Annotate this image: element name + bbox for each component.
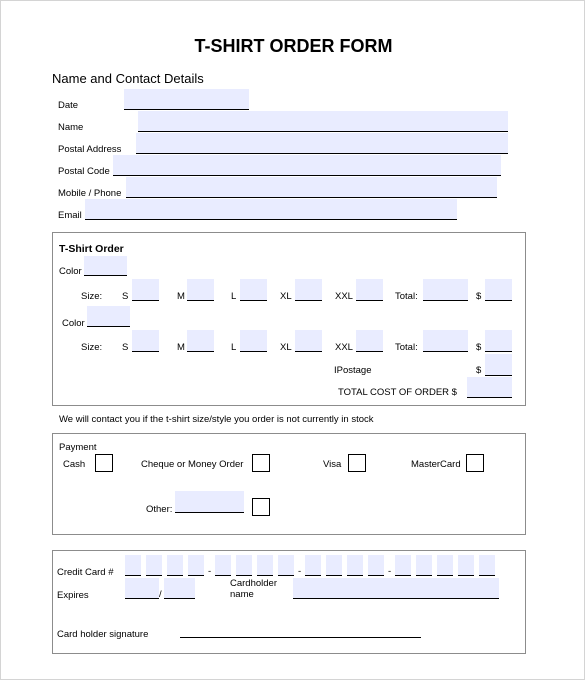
- email-line: [85, 219, 457, 220]
- card-digit-9-line: [305, 575, 321, 576]
- size-2-xl-label: XL: [280, 342, 292, 353]
- size-1-xxl-label: XXL: [335, 291, 353, 302]
- size-1-label: Size:: [81, 291, 103, 302]
- postal-address-field[interactable]: [136, 133, 508, 154]
- mobile-phone-label: Mobile / Phone: [58, 188, 122, 199]
- color-2-label: Color: [62, 318, 85, 329]
- card-digit-1[interactable]: [125, 555, 141, 576]
- signature-line[interactable]: [180, 637, 421, 638]
- qty-1-l-line: [240, 300, 267, 301]
- card-digit-5[interactable]: [215, 555, 231, 576]
- card-digit-10-line: [326, 575, 342, 576]
- mastercard-checkbox[interactable]: [466, 454, 484, 472]
- amount-1-line: [485, 300, 512, 301]
- total-cost-line: [467, 397, 512, 398]
- total-cost-label: TOTAL COST OF ORDER $: [338, 387, 457, 398]
- stock-note: We will contact you if the t-shirt size/style you order is not currently in stock: [59, 414, 374, 425]
- qty-2-s-field[interactable]: [132, 330, 159, 352]
- card-digit-8[interactable]: [278, 555, 294, 576]
- other-line: [175, 512, 244, 513]
- size-1-l-label: L: [231, 291, 237, 302]
- qty-1-m-field[interactable]: [187, 279, 214, 301]
- amount-2-line: [485, 351, 512, 352]
- amount-2-field[interactable]: [485, 330, 512, 352]
- total-1-line: [423, 300, 468, 301]
- card-digit-16-line: [458, 575, 474, 576]
- total-1-field[interactable]: [423, 279, 468, 301]
- card-digit-13[interactable]: [395, 555, 411, 576]
- card-digit-4-line: [188, 575, 204, 576]
- qty-1-xl-field[interactable]: [295, 279, 322, 301]
- total-cost-field[interactable]: [467, 377, 512, 398]
- size-1-m-label: M: [177, 291, 185, 302]
- color-2-line: [87, 326, 130, 327]
- qty-2-xxl-field[interactable]: [356, 330, 383, 352]
- card-dash-1: -: [208, 566, 212, 577]
- qty-1-m-line: [187, 300, 214, 301]
- card-dash-3: -: [388, 566, 392, 577]
- card-digit-15-line: [437, 575, 453, 576]
- qty-1-l-field[interactable]: [240, 279, 267, 301]
- name-label: Name: [58, 122, 84, 133]
- card-digit-10[interactable]: [326, 555, 342, 576]
- size-2-m-label: M: [177, 342, 185, 353]
- dollar-1-label: $: [476, 291, 482, 302]
- card-digit-7[interactable]: [257, 555, 273, 576]
- card-digit-3-line: [167, 575, 183, 576]
- total-2-label: Total:: [395, 342, 418, 353]
- total-2-field[interactable]: [423, 330, 468, 352]
- visa-label: Visa: [323, 459, 342, 470]
- card-digit-16[interactable]: [458, 555, 474, 576]
- signature-label: Card holder signature: [57, 629, 149, 640]
- qty-2-m-line: [187, 351, 214, 352]
- email-field[interactable]: [85, 199, 457, 220]
- form-title: T-SHIRT ORDER FORM: [194, 36, 393, 56]
- card-digit-2-line: [146, 575, 162, 576]
- other-label: Other:: [146, 504, 173, 515]
- qty-2-xxl-line: [356, 351, 383, 352]
- total-1-label: Total:: [395, 291, 418, 302]
- total-2-line: [423, 351, 468, 352]
- postal-address-line: [136, 153, 508, 154]
- card-digit-15[interactable]: [437, 555, 453, 576]
- qty-2-l-line: [240, 351, 267, 352]
- card-digit-6[interactable]: [236, 555, 252, 576]
- cardholder-name-label-2: name: [230, 589, 254, 600]
- cardholder-name-line: [293, 598, 499, 599]
- postage-dollar-label: $: [476, 365, 482, 376]
- color-1-field[interactable]: [84, 256, 127, 276]
- card-digit-17[interactable]: [479, 555, 495, 576]
- size-2-l-label: L: [231, 342, 237, 353]
- color-1-label: Color: [59, 266, 82, 277]
- qty-2-s-line: [132, 351, 159, 352]
- card-digit-9[interactable]: [305, 555, 321, 576]
- card-digit-11-line: [347, 575, 363, 576]
- postage-field[interactable]: [485, 354, 512, 376]
- color-2-field[interactable]: [87, 306, 130, 327]
- payment-heading: Payment: [59, 442, 97, 453]
- card-digit-11[interactable]: [347, 555, 363, 576]
- card-digit-12[interactable]: [368, 555, 384, 576]
- mobile-phone-field[interactable]: [126, 177, 497, 198]
- other-field[interactable]: [175, 491, 244, 513]
- qty-1-s-field[interactable]: [132, 279, 159, 301]
- expires-slash: /: [159, 589, 162, 600]
- card-dash-2: -: [298, 566, 302, 577]
- order-heading: T-Shirt Order: [59, 243, 124, 255]
- card-digit-14-line: [416, 575, 432, 576]
- qty-1-xxl-field[interactable]: [356, 279, 383, 301]
- cardholder-name-label-1: Cardholder: [230, 578, 277, 589]
- qty-2-xl-line: [295, 351, 322, 352]
- qty-1-xxl-line: [356, 300, 383, 301]
- color-1-line: [84, 275, 127, 276]
- dollar-2-label: $: [476, 342, 482, 353]
- card-digit-3[interactable]: [167, 555, 183, 576]
- cardholder-name-field[interactable]: [293, 578, 499, 599]
- cheque-label: Cheque or Money Order: [141, 459, 244, 470]
- expires-month-field[interactable]: [125, 578, 159, 599]
- date-line: [124, 109, 249, 110]
- name-line: [138, 131, 508, 132]
- email-label: Email: [58, 210, 82, 221]
- card-digit-6-line: [236, 575, 252, 576]
- amount-1-field[interactable]: [485, 279, 512, 301]
- postal-code-line: [113, 175, 501, 176]
- card-digit-14[interactable]: [416, 555, 432, 576]
- qty-2-xl-field[interactable]: [295, 330, 322, 352]
- size-2-s-label: S: [122, 342, 129, 353]
- mobile-phone-line: [126, 197, 497, 198]
- qty-1-xl-line: [295, 300, 322, 301]
- size-2-label: Size:: [81, 342, 103, 353]
- postage-line: [485, 375, 512, 376]
- postal-code-label: Postal Code: [58, 166, 110, 177]
- mastercard-label: MasterCard: [411, 459, 461, 470]
- name-field[interactable]: [138, 111, 508, 132]
- postal-address-label: Postal Address: [58, 144, 122, 155]
- cash-checkbox[interactable]: [95, 454, 113, 472]
- card-digit-12-line: [368, 575, 384, 576]
- cash-label: Cash: [63, 459, 86, 470]
- card-digit-17-line: [479, 575, 495, 576]
- date-field[interactable]: [124, 89, 249, 110]
- expires-year-field[interactable]: [164, 578, 195, 599]
- qty-2-m-field[interactable]: [187, 330, 214, 352]
- expires-month-line: [125, 598, 159, 599]
- postal-code-field[interactable]: [113, 155, 501, 176]
- postage-label: IPostage: [334, 365, 372, 376]
- card-digit-2[interactable]: [146, 555, 162, 576]
- other-checkbox[interactable]: [252, 498, 270, 516]
- card-digit-7-line: [257, 575, 273, 576]
- expires-year-line: [164, 598, 195, 599]
- qty-1-s-line: [132, 300, 159, 301]
- size-2-xxl-label: XXL: [335, 342, 353, 353]
- card-digit-1-line: [125, 575, 141, 576]
- expires-label: Expires: [57, 590, 89, 601]
- size-1-s-label: S: [122, 291, 129, 302]
- card-digit-4[interactable]: [188, 555, 204, 576]
- date-label: Date: [58, 100, 79, 111]
- contact-heading: Name and Contact Details: [52, 71, 204, 86]
- payment-section: [52, 433, 526, 535]
- visa-checkbox[interactable]: [348, 454, 366, 472]
- qty-2-l-field[interactable]: [240, 330, 267, 352]
- card-digit-8-line: [278, 575, 294, 576]
- card-digit-5-line: [215, 575, 231, 576]
- cheque-checkbox[interactable]: [252, 454, 270, 472]
- card-digit-13-line: [395, 575, 411, 576]
- card-number-label: Credit Card #: [57, 567, 114, 578]
- size-1-xl-label: XL: [280, 291, 292, 302]
